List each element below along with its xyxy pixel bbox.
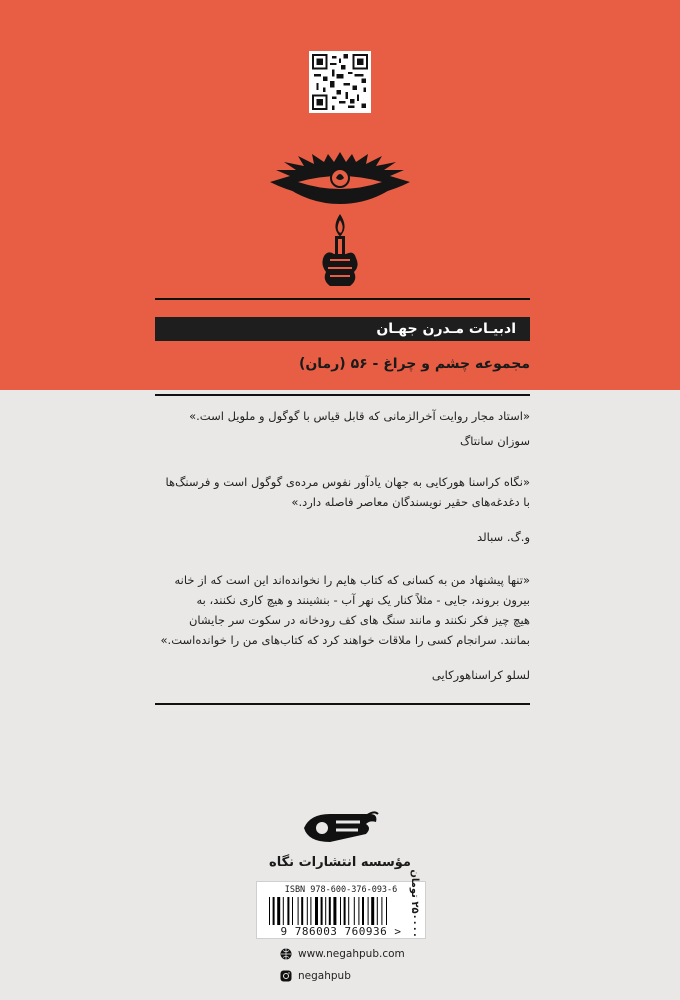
barcode-bar	[273, 897, 275, 925]
barcode-bar	[386, 897, 387, 925]
barcode-bar	[381, 897, 382, 925]
barcode-bar	[362, 897, 364, 925]
quote-block	[155, 406, 530, 426]
globe-icon	[280, 948, 292, 960]
website-text: www.negahpub.com	[298, 948, 405, 960]
eye-candle-emblem-icon	[268, 140, 412, 290]
barcode-bar	[333, 897, 336, 925]
barcode-bar	[348, 897, 349, 925]
top-rule	[155, 298, 530, 300]
isbn-barcode	[256, 869, 426, 939]
barcode-bar	[358, 897, 359, 925]
instagram-link[interactable]	[280, 970, 351, 982]
quote-line: هیچ چیز فکر نکنند و مانند سنگ های کف رودخانه در سکوت سر جایشان	[188, 613, 530, 627]
barcode-bar	[301, 897, 303, 925]
barcode-bar	[298, 897, 299, 925]
barcode-bar	[344, 897, 346, 925]
barcode-bar	[329, 897, 331, 925]
middle-rule	[155, 394, 530, 396]
quote-block	[155, 472, 530, 512]
publisher-logo-icon	[300, 808, 380, 848]
barcode-bar	[310, 897, 311, 925]
barcode-bar	[277, 897, 280, 925]
price-label: ۲۵۰۰۰۰ تومان	[409, 869, 420, 938]
barcode-bar	[307, 897, 308, 925]
instagram-text: negahpub	[298, 970, 351, 982]
barcode-bar	[354, 897, 355, 925]
barcode-bar	[315, 897, 318, 925]
barcode-icon	[269, 897, 415, 925]
barcode-bar	[325, 897, 326, 925]
barcode-bar	[377, 897, 378, 925]
quote-author: و.گ. سبالد	[477, 530, 530, 544]
qr-code-icon[interactable]	[309, 51, 371, 113]
barcode-bar	[292, 897, 293, 925]
barcode-bar	[287, 897, 289, 925]
quote-block	[155, 570, 530, 650]
quote-author: سوزان سانتاگ	[459, 434, 530, 448]
series-subtitle: مجموعه چشم و چراغ - ۵۶ (رمان)	[298, 356, 530, 372]
quote-line: «نگاه کراسنا هورکایی به جهان یادآور نفوس مرده‌ی گوگول است و فرسنگ‌ها	[165, 475, 530, 489]
quote-line: بیرون بروند، جایی - مثلاً کنار یک نهر آب - بنشینند و هیچ کاری نکنند، به	[196, 593, 530, 607]
website-link[interactable]	[280, 948, 405, 960]
quote-line: «استاد مجار روایت آخرالزمانی که قابل قیاس با گوگول و ملویل است.»	[189, 409, 530, 423]
bottom-rule	[155, 703, 530, 705]
series-title-bar	[155, 317, 530, 341]
barcode-bar	[283, 897, 284, 925]
quote-author: لسلو کراسناهورکایی	[431, 668, 530, 682]
quote-line: «تنها پیشنهاد من به کسانی که کتاب هایم را نخوانده‌اند این است که از خانه	[174, 573, 530, 587]
series-title: ادبیـات مـدرن جهـان	[376, 321, 516, 337]
barcode-bar	[340, 897, 341, 925]
isbn-text: ISBN 978-600-376-093-6	[284, 885, 398, 895]
publisher-name: مؤسسه انتشارات نگاه	[269, 855, 411, 870]
isbn-digits: 9 786003 760936 >	[280, 925, 402, 938]
barcode-bar	[368, 897, 369, 925]
barcode-bar	[371, 897, 374, 925]
instagram-icon	[280, 970, 292, 982]
quote-line: بمانند. سرانجام کسی را ملاقات خواهند کرد که کتاب‌های من را خوانده‌است.»	[160, 633, 530, 647]
quote-line: با دغدغه‌های حقیر نویسندگان معاصر فاصله دارد.»	[291, 495, 530, 509]
barcode-bar	[269, 897, 270, 925]
barcode-bar	[321, 897, 323, 925]
